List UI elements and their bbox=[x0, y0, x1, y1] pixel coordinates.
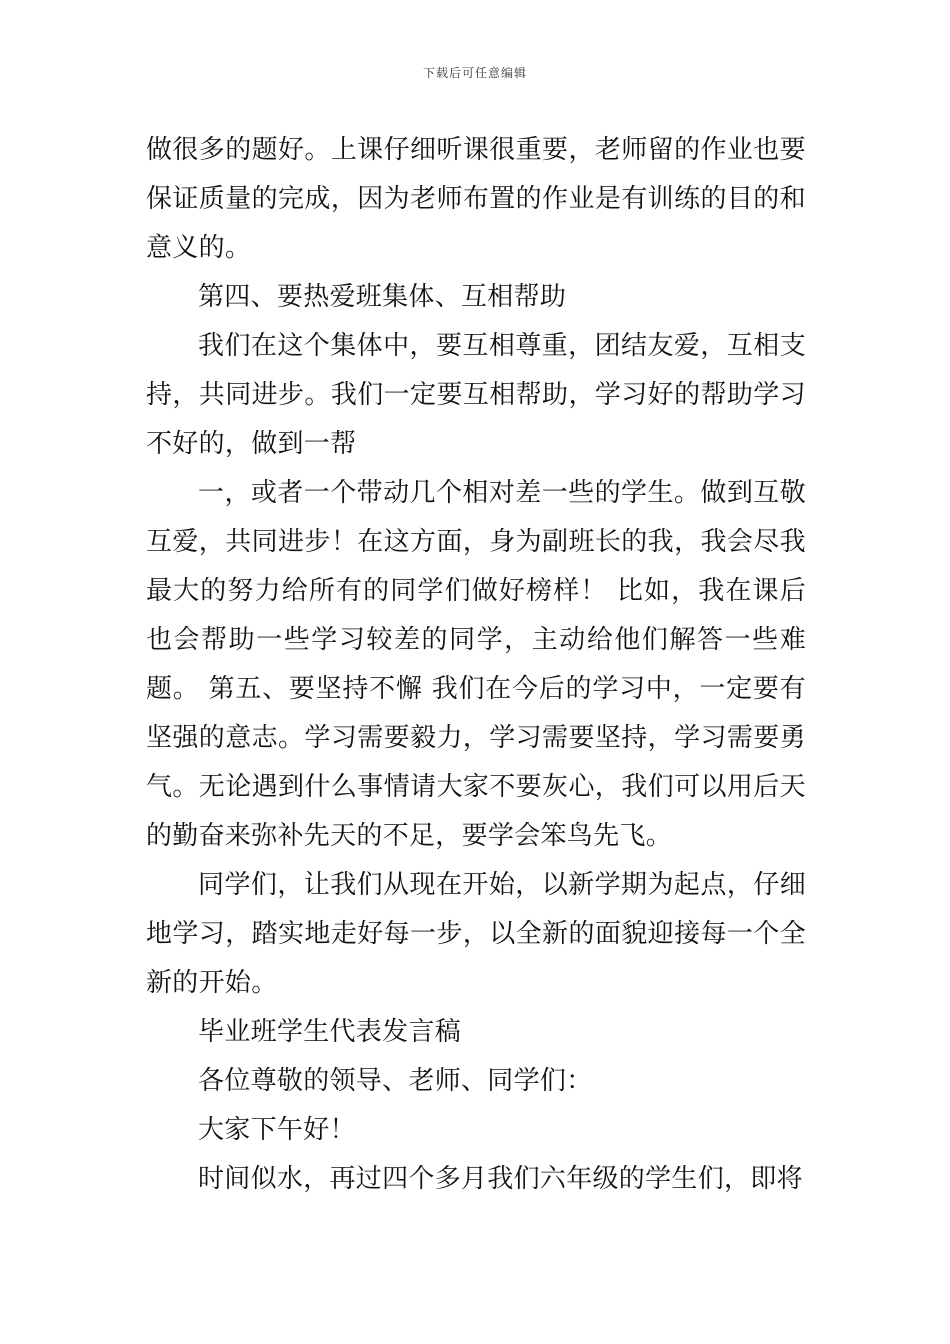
paragraph-study-homework: 做很多的题好。上课仔细听课很重要，老师留的作业也要保证质量的完成，因为老师布置的作业是有训练的目的和意义的。 bbox=[146, 135, 806, 263]
paragraph-new-semester: 同学们，让我们从现在开始，以新学期为起点，仔细地学习，踏实地走好每一步，以全新的面貌迎接每一个全新的开始。 bbox=[146, 870, 806, 998]
paragraph-opening: 时间似水，再过四个多月我们六年级的学生们，即将 bbox=[198, 1164, 803, 1194]
paragraph-speech-title: 毕业班学生代表发言稿 bbox=[198, 1017, 462, 1047]
paragraph-mutual-help: 我们在这个集体中，要互相尊重，团结友爱，互相支持，共同进步。我们一定要互相帮助，学习好的帮助学习不好的，做到一帮 bbox=[146, 331, 806, 459]
page-header-note: 下载后可任意编辑 bbox=[422, 66, 527, 80]
paragraph-greeting: 大家下午好！ bbox=[198, 1115, 356, 1145]
paragraph-heading-fourth: 第四、要热爱班集体、互相帮助 bbox=[198, 282, 567, 312]
paragraph-role-model-perseverance: 一，或者一个带动几个相对差一些的学生。做到互敬互爱，共同进步！在这方面，身为副班长的我，我会尽我最大的努力给所有的同学们做好榜样！ 比如，我在课后也会帮助一些学习较差的同学，主动给他们解答一些难题。 第五、要坚持不懈 我们在今后的学习中，一定要有坚强的意志。学习需要毅力，学习需要坚持，学习需要勇气。无论遇到什么事情请大家不要灰心，我们可以用后天的勤奋来弥补先天的不足，要学会笨鸟先飞。 bbox=[146, 478, 806, 851]
document-body bbox=[146, 126, 806, 1204]
paragraph-salutation: 各位尊敬的领导、老师、同学们： bbox=[198, 1066, 593, 1096]
